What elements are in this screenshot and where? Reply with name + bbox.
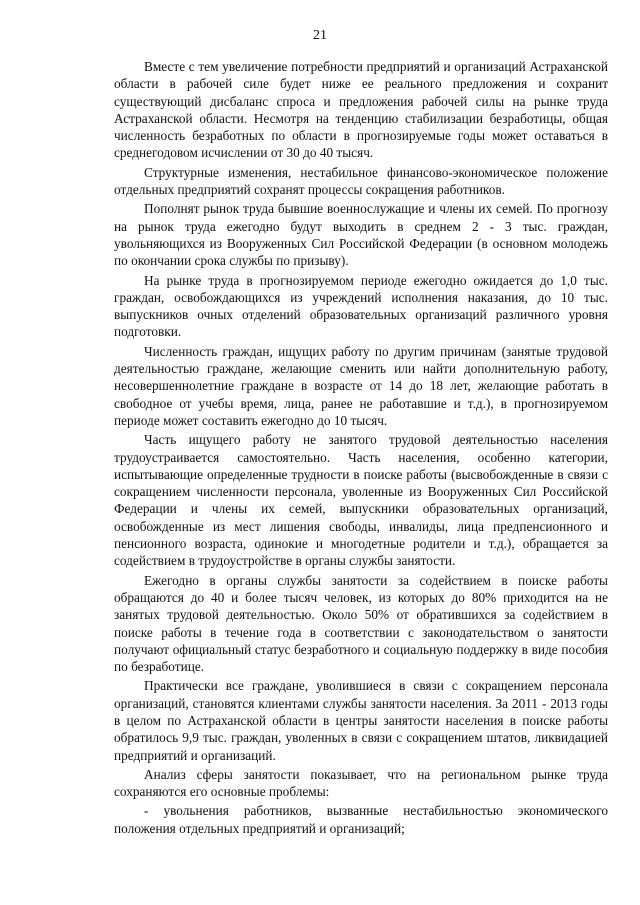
- paragraph-labor-demand: Вместе с тем увеличение потребности предприятий и организаций Астраханской области в рабочей силе будет ниже ее реального предложения и сохранит существующий дисбаланс спроса и предложения рабочей силы на рынке труда Астраханской области. Несмотря на тенденцию стабилизации безработицы, общая численность безработных по области в прогнозируемые годы может оставаться в среднегодовом исчислении от 30 до 40 тысяч.: [114, 59, 608, 161]
- paragraph-structural-changes: Структурные изменения, нестабильное финансово-экономическое положение отдельных предприятий сохранят процессы сокращения работников.: [114, 164, 608, 198]
- page-number: 21: [313, 28, 327, 43]
- paragraph-self-employment: Часть ищущего работу не занятого трудовой деятельностью населения трудоустраивается самостоятельно. Часть населения, особенно категории, испытывающие определенные трудности в поиске работы (высвобожденные в связи с сокращением численности персонала, уволенные из Вооруженных Сил Российской Федерации и члены их семей, выпускники образовательных организаций, освобожденные из мест лишения свободы, инвалиды, лица предпенсионного и пенсионного возраста, одинокие и многодетные родители и т.д.), обращается за содействием в трудоустройстве в органы службы занятости.: [114, 432, 608, 569]
- body-text: [114, 58, 608, 839]
- paragraph-released-citizens: На рынке труда в прогнозируемом периоде ежегодно ожидается до 1,0 тыс. граждан, освобождающихся из учреждений исполнения наказания, до 10 тыс. выпускников очных отделений образовательных организаций различного уровня подготовки.: [114, 272, 608, 340]
- paragraph-redundancy-clients: Практически все граждане, уволившиеся в связи с сокращением персонала организаций, становятся клиентами службы занятости населения. За 2011 - 2013 годы в целом по Астраханской области в центры занятости населения в поиске работы обратилось 9,9 тыс. граждан, уволенных в связи с сокращением штатов, ликвидацией предприятий и организаций.: [114, 678, 608, 763]
- paragraph-employment-service: Ежегодно в органы службы занятости за содействием в поиске работы обращаются до 40 и более тысяч человек, из которых до 80% приходится на не занятых трудовой деятельностью. Около 50% от обратившихся за содействием в поиске работы в течение года в соответствии с законодательством о занятости получают официальный статус безработного и социальную поддержку в виде пособия по безработице.: [114, 572, 608, 675]
- paragraph-analysis-problems: Анализ сферы занятости показывает, что на региональном рынке труда сохраняются его основные проблемы:: [114, 766, 608, 800]
- list-item-dismissals: - увольнения работников, вызванные нестабильностью экономического положения отдельных предприятий и организаций;: [114, 803, 608, 836]
- paragraph-former-military: Пополнят рынок труда бывшие военнослужащие и члены их семей. По прогнозу на рынок труда ежегодно будут выходить в среднем 2 - 3 тыс. граждан, увольняющихся из Вооруженных Сил Российской Федерации (в основном молодежь по окончании срока службы по призыву).: [114, 201, 608, 269]
- paragraph-job-seekers-other: Численность граждан, ищущих работу по другим причинам (занятые трудовой деятельностью граждане, желающие сменить или найти дополнительную работу, несовершеннолетние граждане в возрасте от 14 до 18 лет, желающие работать в свободное от учебы время, лица, ранее не работавшие и т.д.), в прогнозируемом периоде может составить ежегодно до 10 тысяч.: [114, 343, 608, 428]
